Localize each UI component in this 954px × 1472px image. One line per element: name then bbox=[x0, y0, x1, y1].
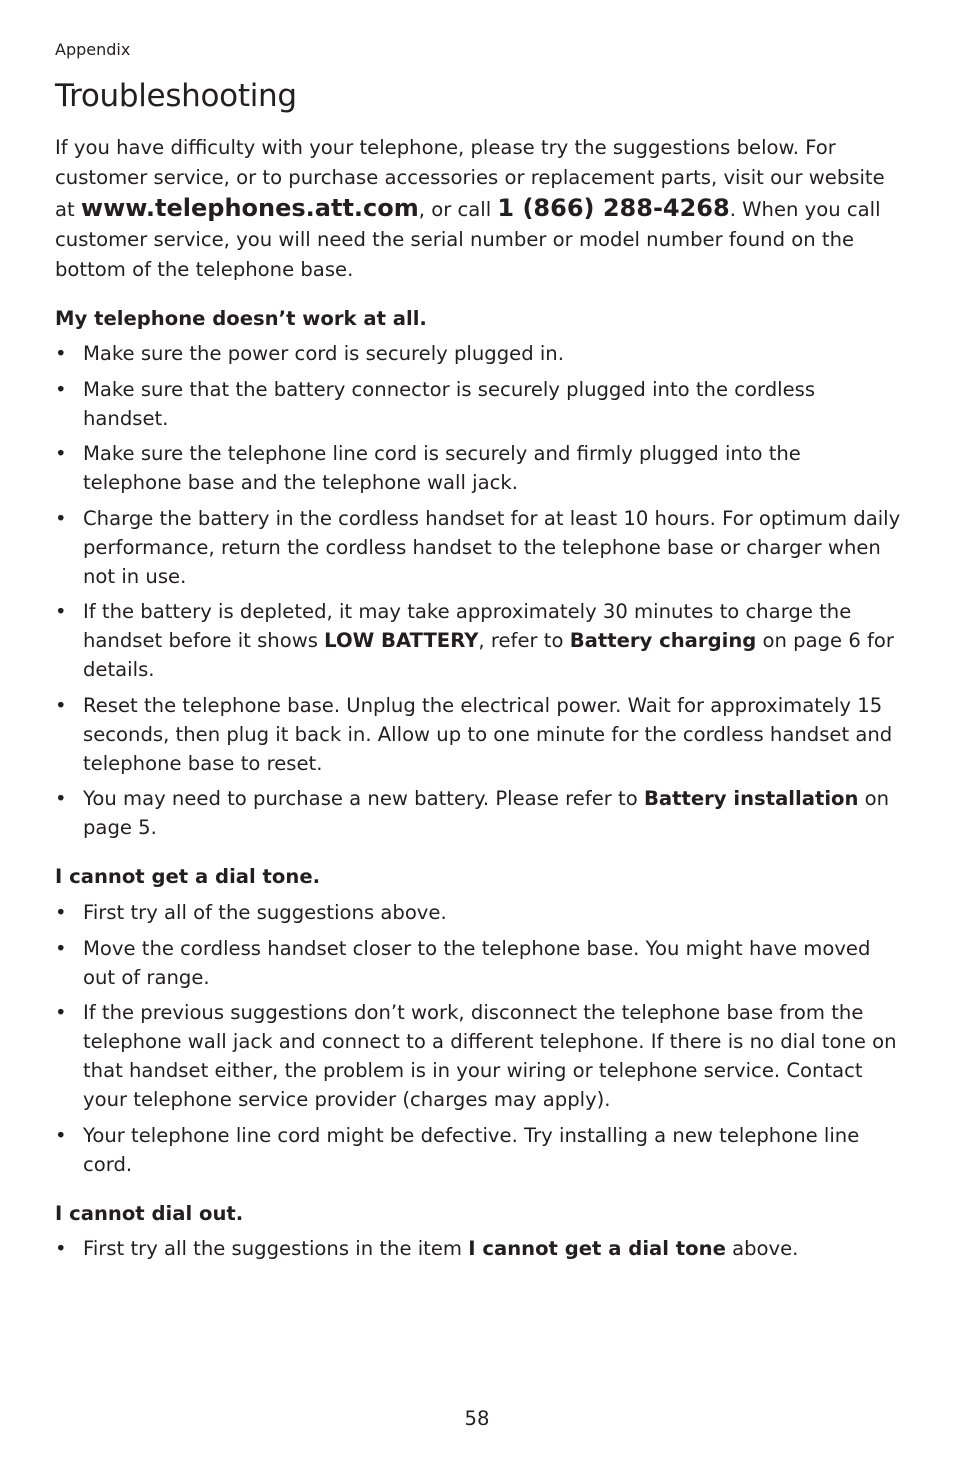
page-title: Troubleshooting bbox=[55, 78, 297, 114]
list-item bbox=[55, 597, 905, 684]
item-text: , refer to bbox=[478, 629, 570, 652]
list-item bbox=[55, 375, 905, 433]
item-text: You may need to purchase a new battery. Please refer to bbox=[83, 787, 644, 810]
website-link[interactable]: www.telephones.att.com bbox=[80, 194, 419, 222]
item-text: First try all the suggestions in the item bbox=[83, 1237, 469, 1260]
low-battery-term: LOW BATTERY bbox=[324, 629, 479, 652]
list-no-dial-out bbox=[55, 1234, 905, 1270]
list-item bbox=[55, 998, 905, 1114]
intro-text-2: , or call bbox=[418, 198, 498, 221]
intro-text-3: . When you call customer service, you will need the serial number or model number found on the bottom of the telephone base. bbox=[55, 198, 881, 281]
item-text: Charge the battery in the cordless handset for at least 10 hours. For optimum daily performance, return the cordless handset to the telephone base or charger when not in use. bbox=[83, 506, 901, 588]
phone-number: 1 (866) 288-4268 bbox=[497, 194, 730, 222]
intro-text-1: If you have difficulty with your telephone, please try the suggestions below. For customer service, or to purchase accessories or replacement parts, visit our website at bbox=[55, 136, 885, 221]
item-text: on page 5. bbox=[83, 787, 890, 839]
item-text: If the previous suggestions don’t work, disconnect the telephone base from the telephone wall jack and connect to a different telephone. If there is no dial tone on that handset either, the problem is in your wiring or telephone service. Contact your telephone service provider (charges may apply). bbox=[83, 1001, 897, 1111]
list-item bbox=[55, 1121, 905, 1179]
item-text: Reset the telephone base. Unplug the electrical power. Wait for approximately 15 seconds, then plug it back in. Allow up to one minute for the cordless handset and telephone base to reset. bbox=[83, 693, 893, 775]
section-heading-no-dial-out: I cannot dial out. bbox=[55, 1202, 244, 1225]
item-text: Make sure that the battery connector is securely plugged into the cordless handset. bbox=[83, 377, 816, 430]
dial-tone-ref: I cannot get a dial tone bbox=[468, 1237, 726, 1260]
list-item bbox=[55, 339, 905, 368]
item-text: Make sure the telephone line cord is securely and firmly plugged into the telephone base and the telephone wall jack. bbox=[83, 442, 801, 494]
list-item bbox=[55, 934, 905, 992]
item-text: above. bbox=[725, 1237, 799, 1260]
item-text: First try all of the suggestions above. bbox=[83, 901, 447, 924]
list-item bbox=[55, 504, 905, 591]
item-text: on page 6 for details. bbox=[83, 629, 894, 681]
battery-charging-ref: Battery charging bbox=[569, 629, 757, 652]
section-heading-no-work: My telephone doesn’t work at all. bbox=[55, 307, 427, 330]
intro-paragraph bbox=[55, 133, 905, 285]
list-item bbox=[55, 691, 905, 778]
battery-installation-ref: Battery installation bbox=[643, 787, 859, 810]
item-text: Your telephone line cord might be defective. Try installing a new telephone line cord. bbox=[83, 1123, 860, 1176]
list-item bbox=[55, 1234, 905, 1263]
item-text: Move the cordless handset closer to the telephone base. You might have moved out of range. bbox=[83, 936, 871, 989]
item-text: If the battery is depleted, it may take approximately 30 minutes to charge the handset before it shows bbox=[83, 600, 852, 652]
list-item bbox=[55, 439, 905, 497]
list-no-dial-tone bbox=[55, 898, 905, 1185]
list-no-work bbox=[55, 339, 905, 849]
running-head: Appendix bbox=[55, 40, 131, 59]
list-item bbox=[55, 784, 905, 842]
item-text: Make sure the power cord is securely plugged in. bbox=[83, 342, 564, 365]
section-heading-no-dial-tone: I cannot get a dial tone. bbox=[55, 865, 321, 888]
page-number: 58 bbox=[464, 1407, 490, 1430]
list-item bbox=[55, 898, 905, 927]
